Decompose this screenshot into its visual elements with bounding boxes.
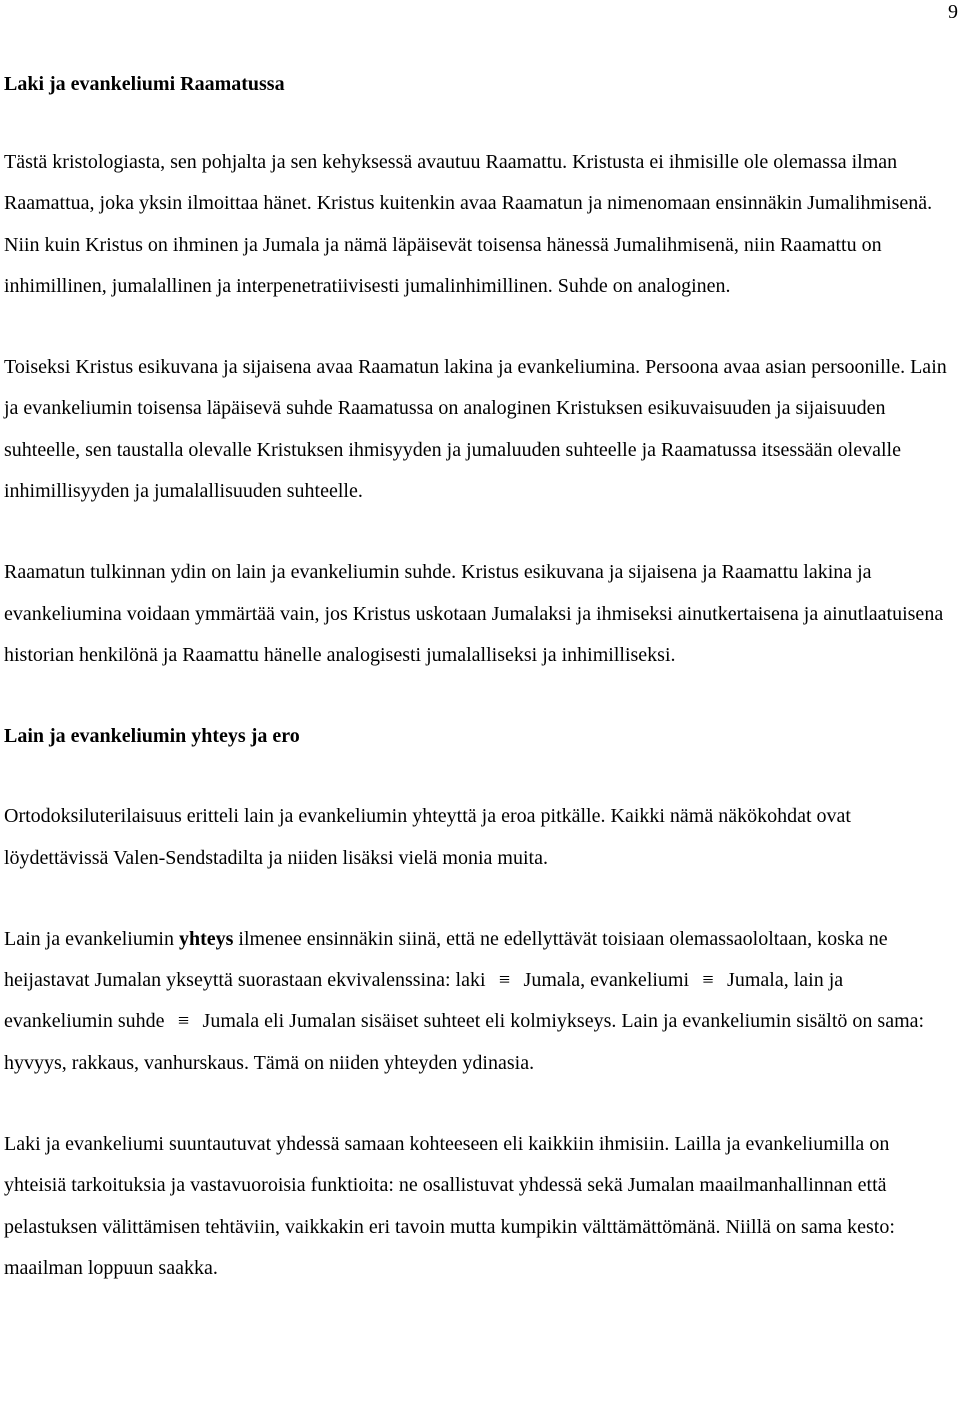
page-number: 9 [948,1,958,23]
paragraph-orthodox-lutheranism: Ortodoksiluterilaisuus eritteli lain ja evankeliumin yhteyttä ja eroa pitkälle. Kaikki nämä näkökohdat ovat löydettävissä Valen-Sendstadilta ja niiden lisäksi vielä monia muita. [4,805,851,869]
unity-emphasis: yhteys [178,927,234,950]
section-title: Laki ja evankeliumi Raamatussa [4,73,285,95]
paragraph-christology: Tästä kristologiasta, sen pohjalta ja sen kehyksessä avautuu Raamattu. Kristusta ei ihmisille ole olemassa ilman Raamattua, joka yksin ilmoittaa hänet. Kristus kuitenkin avaa Raamatun ja nimenomaan ensinnäkin Jumalihmisenä. Niin kuin Kristus on ihminen ja Jumala ja nämä läpäisevät toisensa hänessä Jumalihmisenä, niin Raamattu on inhimillinen, jumalallinen ja interpenetratiivisesti jumalinhimillinen. Suhde on analoginen. [4,151,933,297]
equivalence-symbol: ≡ [177,1010,190,1033]
unity-text-3: Jumala, evankeliumi [518,969,695,992]
subsection-title: Lain ja evankeliumin yhteys ja ero [4,725,300,748]
paragraph-interpretation-core: Raamatun tulkinnan ydin on lain ja evankeliumin suhde. Kristus esikuvana ja sijaisena ja Raamattu lakina ja evankeliumina voidaan ymmärtää vain, jos Kristus uskotaan Jumalaksi ja ihmiseksi ainutkertaisena ja ainutlaatuisena historian henkilönä ja Raamattu hänelle analogisesti jumalalliseksi ja inhimilliseksi. [4,561,944,666]
equivalence-symbol: ≡ [702,969,714,992]
paragraph-unity [4,919,956,1084]
paragraph-common-purpose: Laki ja evankeliumi suuntautuvat yhdessä samaan kohteeseen eli kaikkiin ihmisiin. Lailla ja evankeliumilla on yhteisiä tarkoituksia ja vastavuoroisia funktioita: ne osallistuvat yhdessä sekä Jumalan maailmanhallinnan että pelastuksen välittämisen tehtäviin, vaikkakin eri tavoin mutta kumpikin välttämättömänä. Niillä on sama kesto: maailman loppuun saakka. [4,1133,895,1279]
equivalence-symbol: ≡ [498,969,511,992]
unity-text-4: Jumala, lain ja evankeliumin suhde [4,969,844,1033]
document-body [4,64,956,1289]
unity-text-1: Lain ja evankeliumin [4,927,179,950]
paragraph-law-gospel-analogy: Toiseksi Kristus esikuvana ja sijaisena avaa Raamatun lakina ja evankeliumina. Persoona avaa asian persoonille. Lain ja evankeliumin toisensa läpäisevä suhde Raamatussa on analoginen Kristuksen esikuvaisuuden ja sijaisuuden suhteelle, sen taustalla olevalle Kristuksen ihmisyyden ja jumaluuden suhteelle ja Raamatussa itsessään olevalle inhimillisyyden ja jumalallisuuden suhteelle. [4,356,947,503]
unity-text-2: ilmenee ensinnäkin siinä, että ne edellyttävät toisiaan olemassaololtaan, koska ne heijastavat Jumalan ykseyttä suorastaan ekvivalenssina: laki [4,927,888,992]
unity-text-5: Jumala eli Jumalan sisäiset suhteet eli kolmiykseys. Lain ja evankeliumin sisältö on sama: hyvyys, rakkaus, vanhurskaus. Tämä on niiden yhteyden ydinasia. [4,1010,925,1074]
